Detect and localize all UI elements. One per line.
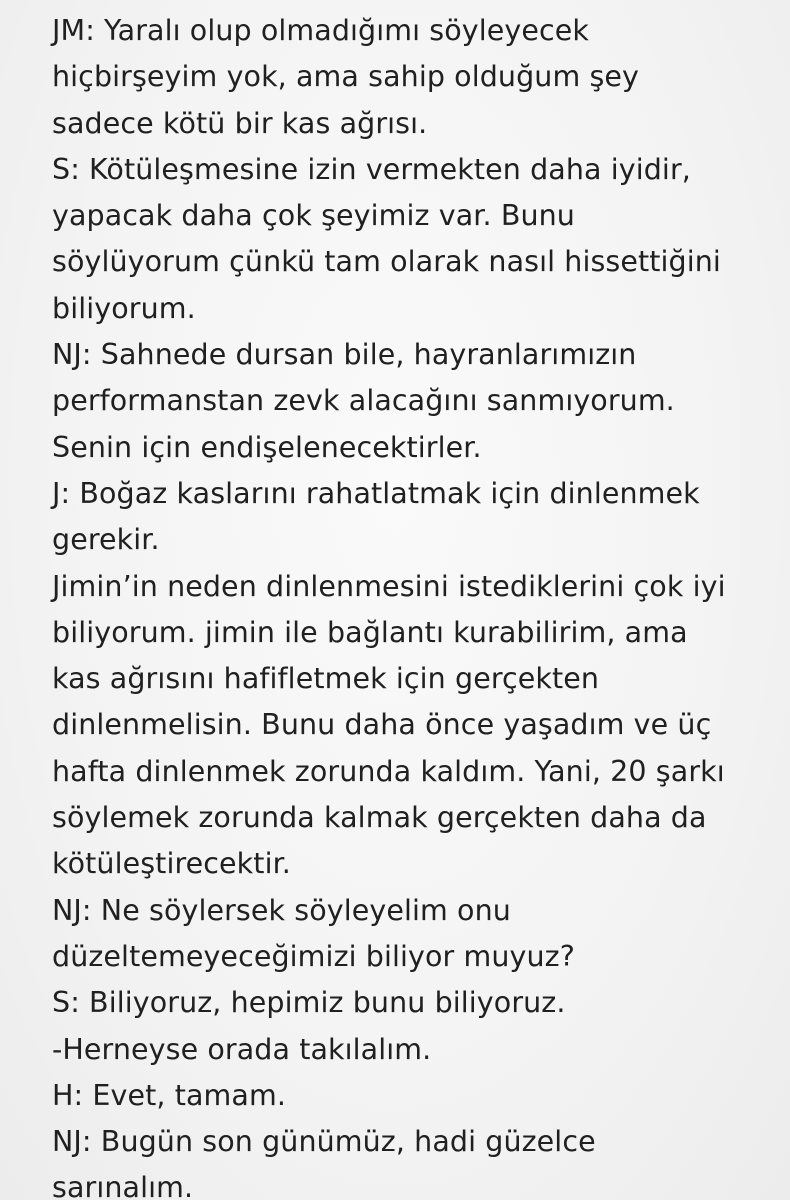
note-line: kas ağrısını hafifletmek için gerçekten — [52, 662, 600, 696]
note-line: hafta dinlenmek zorunda kaldım. Yani, 20 şarkı — [52, 754, 725, 788]
note-line: H: Evet, tamam. — [52, 1078, 286, 1112]
note-line: S: Kötüleşmesine izin vermekten daha iyidir, — [52, 152, 691, 186]
note-line: NJ: Sahnede dursan bile, hayranlarımızın — [52, 338, 637, 372]
note-line: biliyorum. — [52, 291, 196, 325]
note-line: gerekir. — [52, 523, 160, 557]
note-line: S: Biliyoruz, hepimiz bunu biliyoruz. — [52, 986, 566, 1020]
note-line: -Herneyse orada takılalım. — [52, 1032, 432, 1066]
note-line: dinlenmelisin. Bunu daha önce yaşadım ve üç — [52, 708, 712, 742]
note-line: yapacak daha çok şeyimiz var. Bunu — [52, 199, 575, 233]
note-line: NJ: Ne söylersek söyleyelim onu — [52, 893, 511, 927]
note-line: JM: Yaralı olup olmadığımı söyleyecek — [52, 14, 590, 47]
note-line: J: Boğaz kaslarını rahatlatmak için dinlenmek — [52, 476, 700, 510]
note-line: kötüleştirecektir. — [52, 847, 291, 881]
note-line: sadece kötü bir kas ağrısı. — [52, 106, 428, 140]
note-line: performanstan zevk alacağını sanmıyorum. — [52, 384, 675, 418]
note-line: söylemek zorunda kalmak gerçekten daha da — [52, 801, 707, 835]
note-line: Jimin’in neden dinlenmesini istediklerini çok iyi — [52, 569, 726, 603]
note-text-body[interactable] — [52, 8, 772, 1200]
note-line: biliyorum. jimin ile bağlantı kurabilirim, ama — [52, 615, 688, 649]
note-line: NJ: Bugün son günümüz, hadi güzelce — [52, 1125, 596, 1159]
note-line: hiçbirşeyim yok, ama sahip olduğum şey — [52, 60, 640, 94]
note-line: düzeltemeyeceğimizi biliyor muyuz? — [52, 939, 575, 973]
note-line: Senin için endişelenecektirler. — [52, 430, 482, 464]
note-line: söylüyorum çünkü tam olarak nasıl hissettiğini — [52, 245, 721, 279]
note-line: sarınalım. — [52, 1171, 194, 1200]
